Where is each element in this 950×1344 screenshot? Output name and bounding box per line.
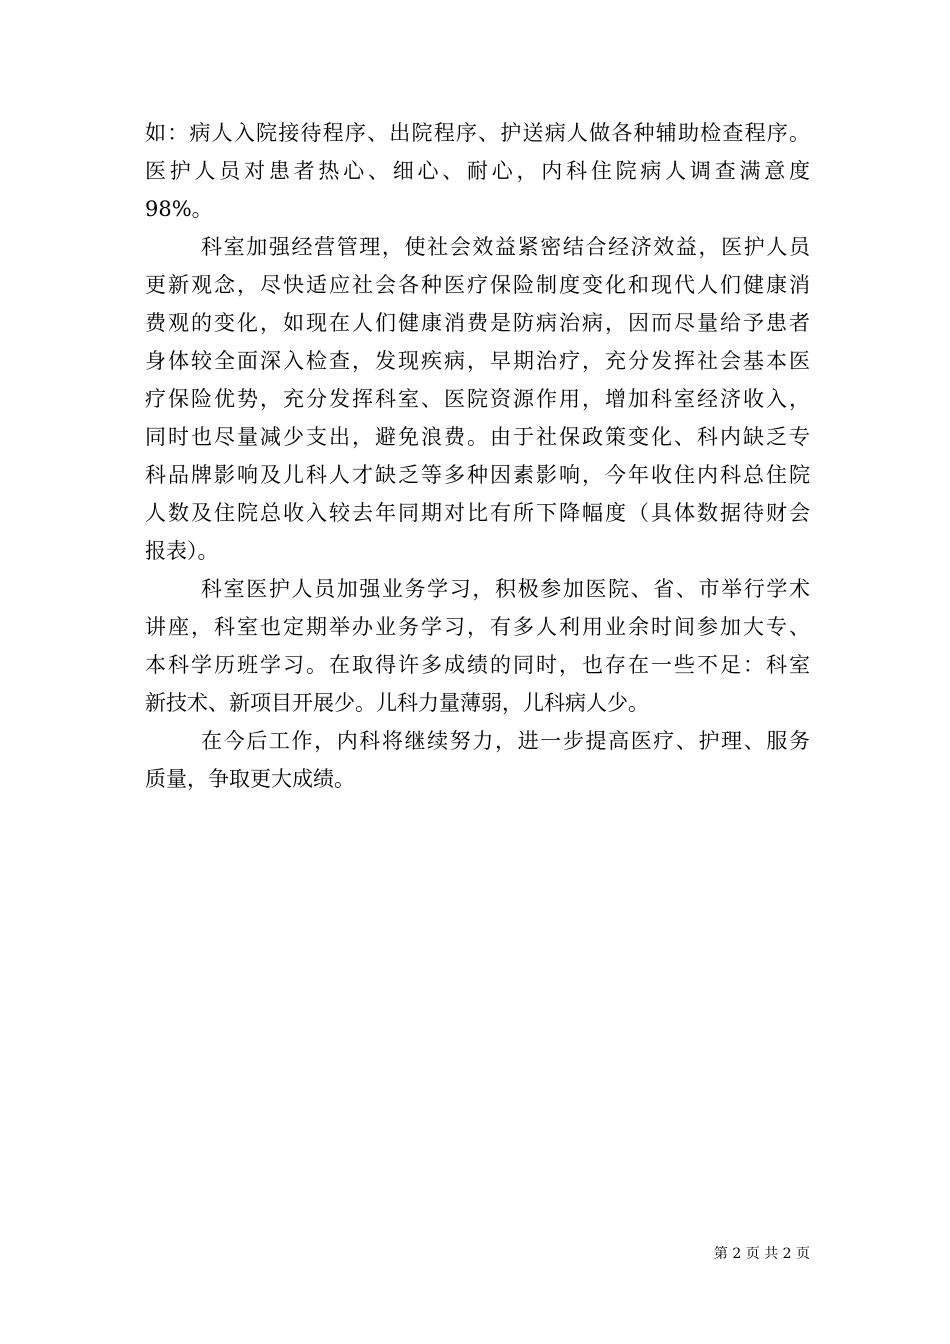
text-line: 98%。 [145,197,213,221]
text-line: 同时也尽量减少支出，避免浪费。由于社保政策变化、科内缺乏专 [145,425,810,449]
page-footer [700,1245,810,1263]
document-body [145,114,810,798]
text-line: 质量，争取更大成绩。 [145,767,355,791]
text-line: 新技术、新项目开展少。儿科力量薄弱，儿科病人少。 [145,691,649,715]
text-line: 在今后工作，内科将继续努力，进一步提高医疗、护理、服务 [201,729,810,753]
text-line: 科品牌影响及儿科人才缺乏等多种因素影响，今年收住内科总住院 [145,463,810,487]
text-line: 本科学历班学习。在取得许多成绩的同时，也存在一些不足：科室 [145,653,810,677]
text-line: 身体较全面深入检查，发现疾病，早期治疗，充分发挥社会基本医 [145,349,810,373]
text-line: 讲座，科室也定期举办业务学习，有多人利用业余时间参加大专、 [145,615,810,639]
text-line: 报表）。 [145,539,219,563]
text-line: 更新观念，尽快适应社会各种医疗保险制度变化和现代人们健康消 [145,273,810,297]
page-number-label: 第 2 页 共 2 页 [713,1246,810,1262]
text-line: 如：病人入院接待程序、出院程序、护送病人做各种辅助检查程序。 [145,121,810,145]
text-line: 人数及住院总收入较去年同期对比有所下降幅度（具体数据待财会 [145,501,810,525]
text-line: 医护人员对患者热心、细心、耐心，内科住院病人调查满意度 [145,159,810,183]
text-line: 费观的变化，如现在人们健康消费是防病治病，因而尽量给予患者 [145,311,810,335]
text-line: 疗保险优势，充分发挥科室、医院资源作用，增加科室经济收入， [145,387,810,411]
text-line: 科室加强经营管理，使社会效益紧密结合经济效益，医护人员 [201,235,810,259]
text-line: 科室医护人员加强业务学习，积极参加医院、省、市举行学术 [201,577,810,601]
